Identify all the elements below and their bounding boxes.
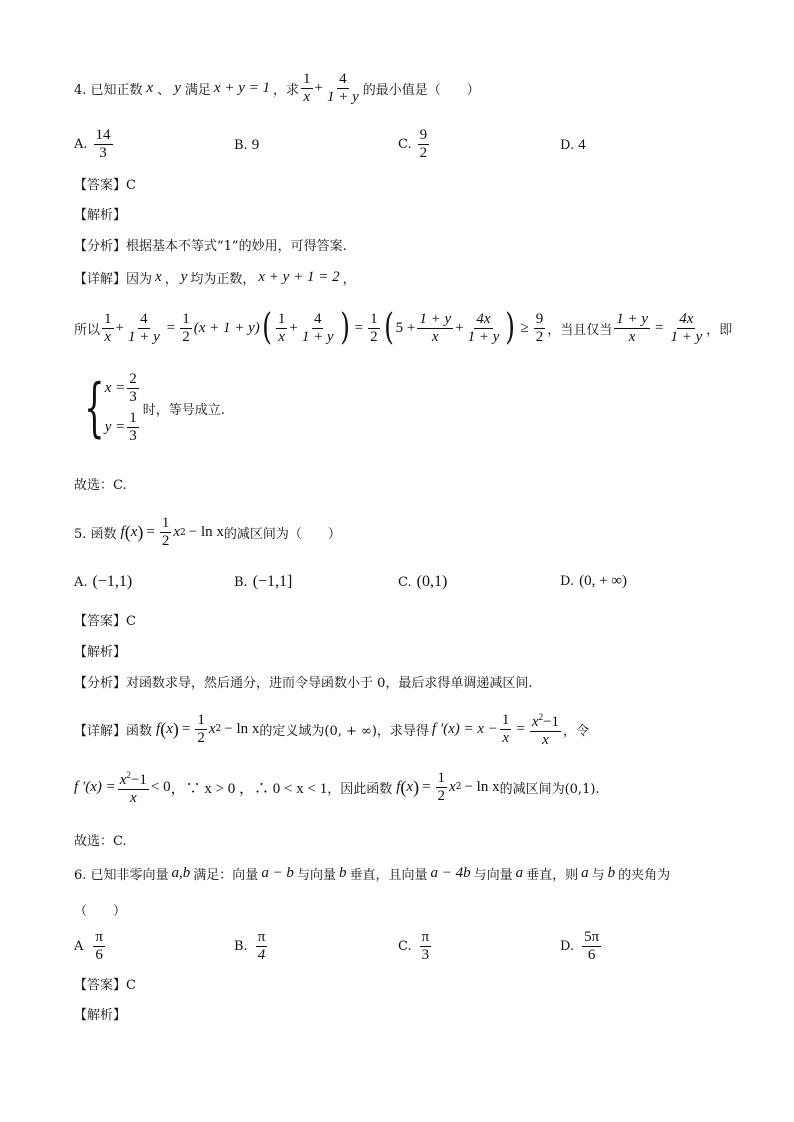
q5-guxuan: 故选：C. [74,834,127,849]
q5-fenxi: 【分析】对函数求导，然后通分，进而令导函数小于 0，最后求得单调递减区间. [74,676,533,691]
q5-detail2-fprime: f ′(x) = [74,778,116,795]
q4-eq-equals1: = [166,319,176,336]
q4-eq-frac-1y-x-den: x [431,328,439,345]
q4-option-b-label: B. [234,138,248,153]
q4-option-a-frac [94,128,113,161]
q4-detail-mid: 均为正数， [190,272,256,287]
q4-option-a-label: A. [74,137,88,152]
q6-option-d-label: D. [560,939,575,954]
q5-detail2-frac [118,768,149,806]
q4-detail-y: y [180,269,188,285]
q4-eq-plus1: + [115,319,124,336]
q4-eq-frac-1x-num: 1 [104,310,112,327]
q5-detail-eq2: = [516,720,525,737]
q4-detail-x: x [155,269,162,285]
q6-option-c-label: C. [398,939,412,954]
q5-detail2-lp: ( [400,776,407,797]
q4-eq-equals2: = [354,319,364,336]
q4-sys-x-den: 3 [129,389,137,405]
q4-var-y: y [174,80,181,96]
q6-option-a [74,930,107,963]
q4-frac2-den: 1 + y [326,89,359,105]
q5-stem-pre: 5. 函数 [74,527,117,542]
q5-detail2-result: 的减区间为(0,1). [499,781,600,797]
q4-option-c [398,128,431,161]
q5-detail-x2: x [208,720,216,737]
q4-eq-frac-4-1y-b-den: 1 + y [301,328,334,345]
q5-option-a-text: (−1,1) [92,573,133,590]
q4-system [74,372,225,444]
q4-main-equation [74,307,733,348]
q5-detail2-eq: = [422,778,431,795]
q4-eq-frac-1y-x [417,312,453,345]
q4-eq-frac-4x-1y [466,312,502,345]
q6-stem-pre: 6. 已知非零向量 [74,868,169,883]
q4-fenxi: 【分析】根据基本不等式“1”的妙用，可得答案. [74,239,347,254]
q6-option-a-label: A [74,939,84,954]
q5-detail-frac-x2m1-exp: 2 [538,712,544,722]
q4-cond-frac-1y-x [614,312,650,345]
q4-eq-frac-1x-den: x [104,328,112,345]
q5-detail-eq: = [181,720,191,737]
q4-eq-frac-1x-b [276,312,288,345]
q5-detail-line1 [74,710,589,748]
q4-cond-frac-1y-x-num: 1 + y [616,310,648,327]
q4-frac-1-over-x [301,72,313,105]
q6-am4b: a − 4b [430,865,471,881]
q4-eq-half-b-num: 1 [370,310,378,327]
q4-dangqiedang: ，当且仅当 [547,322,613,338]
q6-option-b-den: 4 [257,947,266,963]
q5-detail2-frac-m1: −1 [130,772,147,788]
q6-option-b [234,930,269,963]
q4-option-d [560,137,586,154]
q4-eq-half [180,312,192,345]
q6-answer: 【答案】C [74,978,136,993]
q5-option-b-label: B. [234,574,248,590]
q4-eq-frac-4-1y [126,312,162,345]
q5-detail-f: f [156,720,161,737]
q5-detail-x: x [166,720,173,737]
q4-jiexi: 【解析】 [74,208,127,223]
q5-lp: ( [124,522,131,542]
q5-detail2-x2: x [449,778,456,795]
q4-sys-y-frac [127,411,139,444]
q4-answer: 【答案】C [74,178,136,193]
q4-eq-frac-4-1y-num: 4 [140,310,148,327]
q4-eq-frac-4-1y-b-num: 4 [313,310,322,327]
q4-eq-big-rparen2: ) [505,307,516,348]
q4-eq-nine-half-den: 2 [535,328,544,345]
q4-eq-half-num: 1 [182,310,190,327]
q4-eq-nine-half [534,312,546,345]
q6-stem-mid1: 满足：向量 [193,868,259,883]
q6-stem-mid2: 与向量 [296,868,336,883]
q6-option-c [398,930,433,963]
q6-stem-mid5: 垂直，则 [526,868,579,883]
q4-guxuan: 故选：C. [74,478,127,493]
q5-option-c-text: (0,1) [416,573,448,590]
q4-system-row-x [105,372,141,405]
q4-detail-post: ， [342,272,356,287]
q5-detail-frac-x2m1-m1: −1 [543,714,560,730]
q5-detail-half [195,713,207,746]
q6-stem-mid4: 与向量 [473,868,513,883]
q5-option-b-text: (−1,1] [252,573,293,590]
q6-stem-post: 的夹角为 [618,868,671,883]
q5-detail2-frac-base: x [119,772,127,788]
q4-eq-xy1: (x + 1 + y) [193,319,260,336]
q4-option-d-label: D. [560,138,575,153]
q5-detail-fprime: f ′(x) = x − [431,720,498,737]
q5-x: x [130,524,138,540]
q5-option-a [74,573,132,591]
q6-amb: a − b [261,865,294,881]
q5-detail2-frac-den: x [129,790,137,806]
q5-detail-half-num: 1 [197,711,205,728]
q6-option-c-frac [420,930,432,963]
q4-stem [74,72,480,105]
q4-eq-plus3: + [455,319,464,336]
q6-stem [74,864,670,883]
q6-jiexi: 【解析】 [74,1008,127,1023]
q4-sys-x-num: 2 [129,371,137,387]
q4-stem-pre: 4. 已知正数 [74,83,143,98]
q6-option-b-num: π [257,929,266,945]
q6-option-d-num: 5π [584,929,600,945]
q4-option-c-den: 2 [419,145,428,161]
q4-detail-comma: ， [164,272,178,287]
q5-detail2-x2-exp: 2 [455,782,462,792]
q4-stem-post: 的最小值是（ ） [362,83,480,98]
q5-detail2-because: ，∵ x > 0 ，∴ 0 < x < 1 [170,780,328,797]
q6-option-b-frac [256,930,268,963]
q4-sys-y-den: 3 [129,428,137,444]
q5-x2-base: x [173,524,181,540]
q6-yu: 与 [591,868,605,883]
q5-detail2-f: f [396,778,401,795]
q4-system-rows [105,372,141,444]
q4-eq-big-lparen: ( [261,307,272,348]
q6-option-d-frac [582,930,601,963]
q4-eq-frac-4x-1y-num: 4x [476,310,491,327]
q6-ab: a,b [171,865,191,881]
q4-option-b-text: 9 [251,137,260,153]
q5-f: f [120,524,125,540]
q4-detail-pre: 【详解】因为 [74,272,153,287]
q5-detail-frac-1x-num: 1 [501,711,510,728]
q4-sys-y-num: 1 [129,410,137,426]
q5-detail-frac-x2m1-den: x [542,732,549,748]
q5-detail-domain: 的定义域为(0, + ∞)，求导得 [259,723,429,739]
q6-option-c-den: 3 [421,947,430,963]
q6-a: a [515,865,524,881]
q4-eq-frac-1x [102,312,114,345]
q5-detail2-x: x [406,778,414,795]
q5-detail-frac-x2m1-base: x [531,714,539,730]
q6-b2: b [607,865,616,881]
q5-half-num: 1 [161,515,170,531]
q5-stem [74,516,341,549]
q4-option-c-num: 9 [419,127,428,143]
q5-detail2-frac-exp: 2 [126,770,131,780]
q6-option-d-den: 6 [587,947,596,963]
q6-option-d [560,930,603,963]
q4-eq-big-rparen: ) [339,307,350,348]
q6-option-a-den: 6 [95,947,103,963]
q4-option-a-num: 14 [95,127,111,143]
q5-x2-exp: 2 [180,527,186,538]
q4-eq-frac-1x-b-den: x [278,328,285,345]
q5-detail2-lt0: < 0 [150,778,171,795]
q4-system-row-y [105,411,141,444]
q5-half-den: 2 [161,533,170,549]
q4-suoyi: 所以 [74,322,101,338]
q5-detail-frac-x2m1-x [530,710,561,748]
q6-b: b [338,865,347,881]
q4-frac1-den: x [303,89,311,105]
q5-detail-frac-1x-den: x [502,729,509,746]
q4-system-brace: { [84,371,105,445]
q5-rp: ) [137,522,144,542]
q5-jiexi: 【解析】 [74,645,127,660]
q4-stem-mid1: 满足 [184,83,211,98]
q6-option-c-num: π [421,929,430,945]
q4-option-c-frac [418,128,430,161]
q4-eq-half-b-den: 2 [370,328,378,345]
q5-detail-rp: ) [172,718,179,739]
q5-detail2-half-den: 2 [437,787,446,804]
q4-ji: ，即 [706,322,733,338]
q4-condition: x + y = 1 [213,80,270,96]
q5-detail2-half-num: 1 [437,769,446,786]
q4-eq-frac-1x-b-num: 1 [277,310,286,327]
q4-cond-frac-4x-1y-den: 1 + y [670,328,703,345]
q4-option-a [74,128,115,161]
q6-option-a-frac [93,930,105,963]
q5-half [160,516,172,549]
q4-cond-frac-4x-1y-num: 4x [679,310,694,327]
q4-cond-equals: = [654,319,664,336]
q4-var-x: x [146,80,154,96]
q4-frac1-num: 1 [303,71,311,87]
q4-eq-half-b [368,312,380,345]
q4-sys-post: 时，等号成立. [142,402,225,418]
q5-detail-lp: ( [160,718,167,739]
q5-detail2-rp: ) [413,776,420,797]
q5-minus-ln: − ln x [188,524,224,540]
q5-option-a-label: A. [74,574,88,590]
q5-detail-minus-ln: − ln x [224,720,260,737]
q5-detail-pre: 【详解】函数 [74,723,153,739]
q4-frac-4-over-1py [325,72,361,105]
q6-option-a-num: π [95,929,103,945]
q4-frac2-num: 4 [339,71,347,87]
q4-option-d-text: 4 [578,137,586,153]
q4-eq-half-den: 2 [182,328,190,345]
q4-eq-frac-4x-1y-den: 1 + y [467,328,500,345]
q4-eq-big-lparen2: ( [383,307,394,348]
q5-eq: = [146,524,155,540]
q5-detail-x2-exp: 2 [215,724,222,734]
q4-eq-frac-4-1y-b [300,312,336,345]
q6-option-b-label: B. [234,939,248,954]
q5-detail-line2 [74,768,600,806]
q5-detail2-yinci: ，因此函数 [327,781,393,797]
q4-cond-frac-1y-x-den: x [628,328,636,345]
q5-option-d-label: D. [560,574,575,589]
q4-sep: 、 [157,83,171,98]
q4-sys-x-frac [127,372,139,405]
q5-stem-post: 的减区间为（ ） [223,527,341,542]
q4-eq-frac-1y-x-num: 1 + y [419,310,452,327]
q4-sys-x-lhs: x = [104,380,126,396]
q5-detail-ling: ，令 [563,723,590,739]
q4-option-c-label: C. [398,137,412,152]
q5-option-b [234,573,292,591]
q5-detail2-half [436,771,448,804]
q5-option-c-label: C. [398,574,412,590]
q6-stem-mid3: 垂直，且向量 [349,868,428,883]
q4-detail-line1 [74,268,356,287]
q4-sys-y-lhs: y = [104,419,126,435]
q4-detail-eq: x + y + 1 = 2 [258,269,340,285]
q4-eq-plus2: + [289,319,298,336]
q4-option-a-den: 3 [99,145,107,161]
q4-eq-five: 5 + [395,319,416,336]
q4-stem-mid2: ，求 [272,83,299,98]
q4-eq-nine-half-num: 9 [535,310,544,327]
q5-detail-frac-1x [500,713,512,746]
q4-cond-frac-4x-1y [668,312,704,345]
q5-option-d [560,573,627,590]
q5-answer: 【答案】C [74,614,136,629]
q6-a2: a [581,865,589,881]
q4-plus: + [314,80,323,96]
q6-paren: （ ） [74,904,127,919]
q4-option-b [234,137,259,154]
q4-eq-frac-4-1y-den: 1 + y [127,328,160,345]
q4-eq-ge: ≥ [520,319,529,336]
q5-detail-half-den: 2 [197,729,205,746]
q5-option-d-text: (0, + ∞) [579,573,627,589]
q5-option-c [398,573,447,591]
q5-detail2-minus-ln: − ln x [464,778,500,795]
